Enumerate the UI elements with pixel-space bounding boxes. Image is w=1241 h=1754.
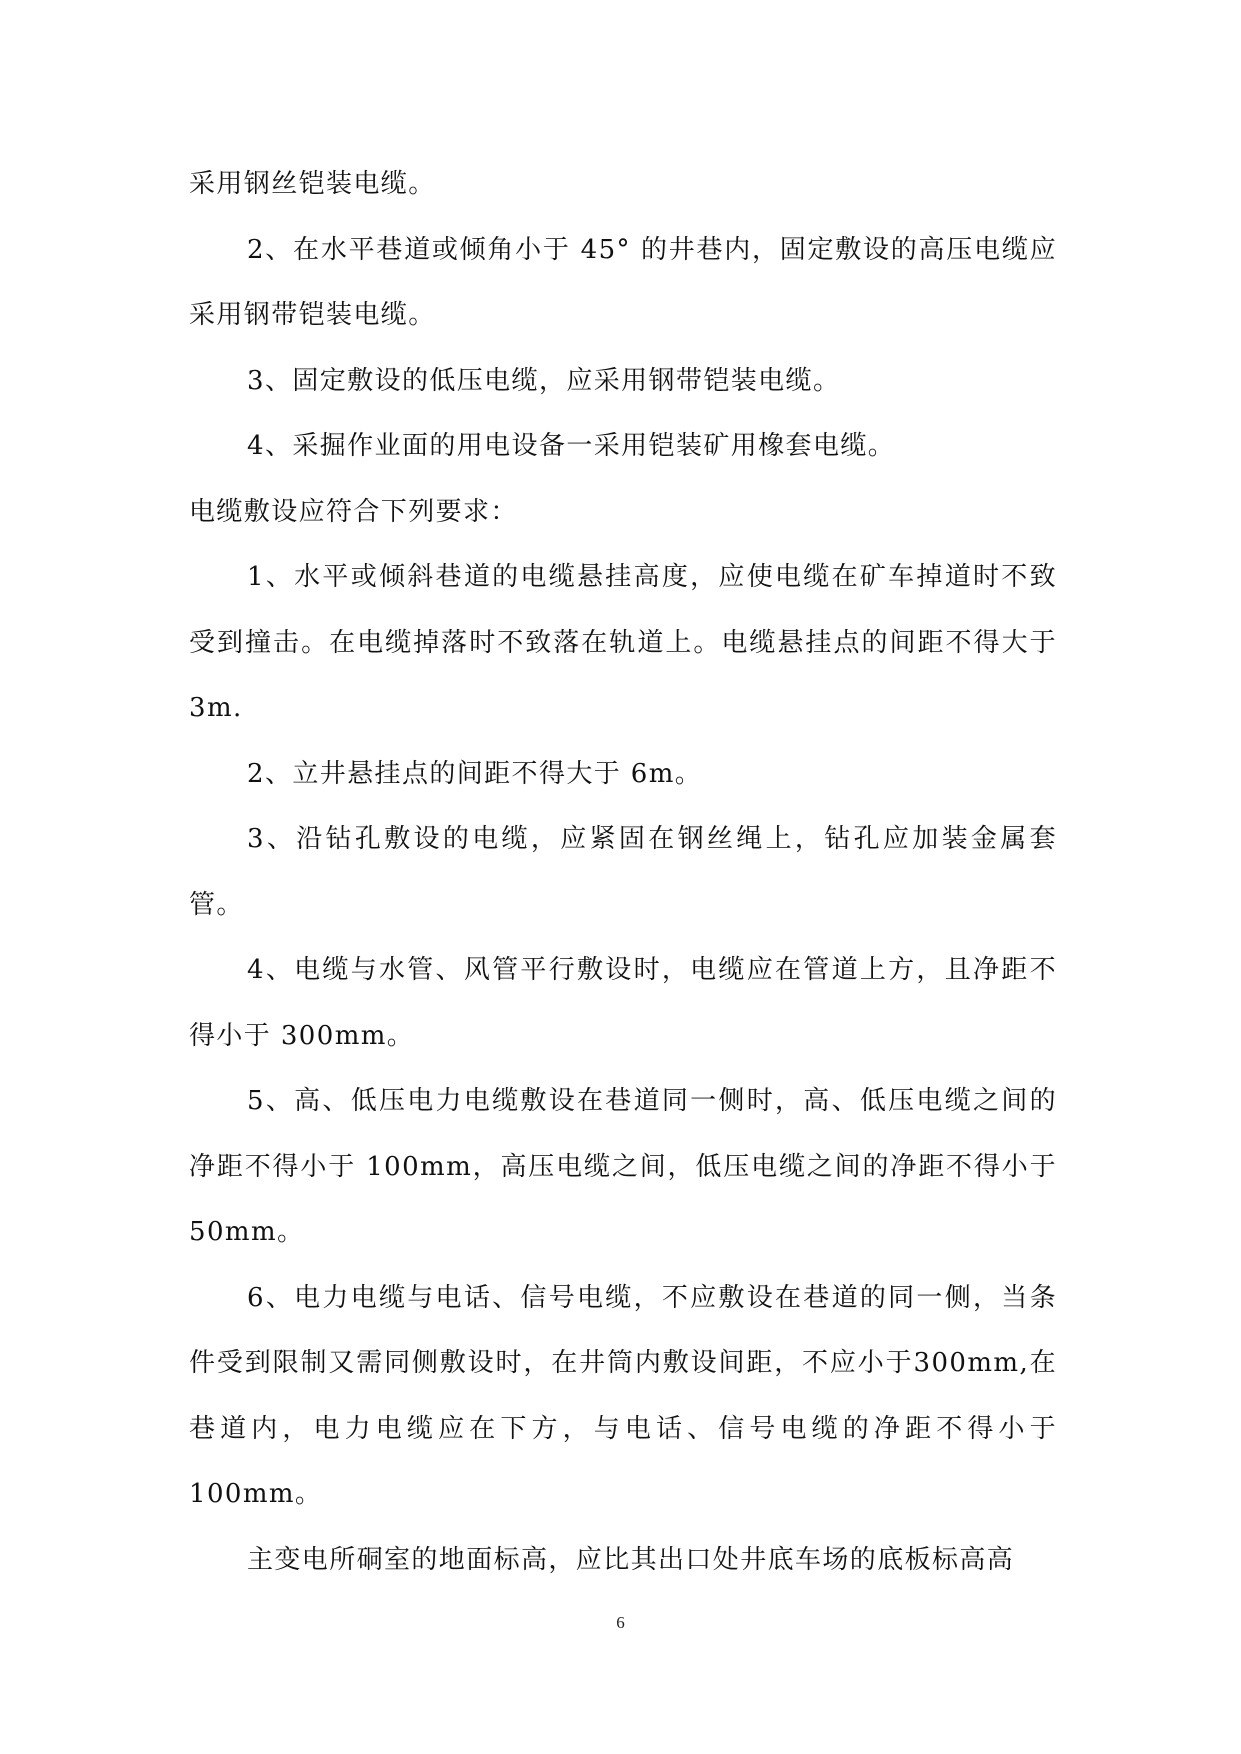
paragraph-requirements-heading: 电缆敷设应符合下列要求：: [189, 496, 518, 527]
paragraph-req-6-telephone-signal: 6、电力电缆与电话、信号电缆，不应敷设在巷道的同一侧，当条件受到限制又需同侧敷设时，在井筒内敷设间距，不应小于300mm,在巷道内，电力电缆应在下方，与电话、信号电缆的净距不得小于 100mm。: [189, 1282, 1057, 1509]
paragraph-continuation: 采用钢丝铠装电缆。: [189, 169, 436, 199]
paragraph-req-4-pipes: 4、电缆与水管、风管平行敷设时，电缆应在管道上方，且净距不得小于 300mm。: [189, 955, 1057, 1051]
paragraph-item-2-high-voltage: 2、在水平巷道或倾角小于 45° 的井巷内，固定敷设的高压电缆应采用钢带铠装电缆。: [189, 234, 1057, 330]
paragraph-req-1-suspension-height: 1、水平或倾斜巷道的电缆悬挂高度，应使电缆在矿车掉道时不致受到撞击。在电缆掉落时不致落在轨道上。电缆悬挂点的间距不得大于 3m.: [189, 562, 1057, 723]
paragraph-item-3-low-voltage: 3、固定敷设的低压电缆，应采用钢带铠装电缆。: [247, 365, 841, 396]
body-text: [189, 152, 1057, 1593]
page-number: 6: [616, 1613, 625, 1632]
paragraph-req-2-shaft-spacing: 2、立井悬挂点的间距不得大于 6m。: [247, 758, 703, 789]
paragraph-substation: 主变电所硐室的地面标高，应比其出口处井底车场的底板标高高: [247, 1544, 1015, 1575]
paragraph-req-5-same-side: 5、高、低压电力电缆敷设在巷道同一侧时，高、低压电缆之间的净距不得小于 100mm，高压电缆之间，低压电缆之间的净距不得小于 50mm。: [189, 1086, 1057, 1247]
paragraph-req-3-borehole: 3、沿钻孔敷设的电缆，应紧固在钢丝绳上，钻孔应加装金属套管。: [189, 824, 1057, 920]
paragraph-item-4-work-face: 4、采掘作业面的用电设备一采用铠装矿用橡套电缆。: [247, 431, 896, 461]
